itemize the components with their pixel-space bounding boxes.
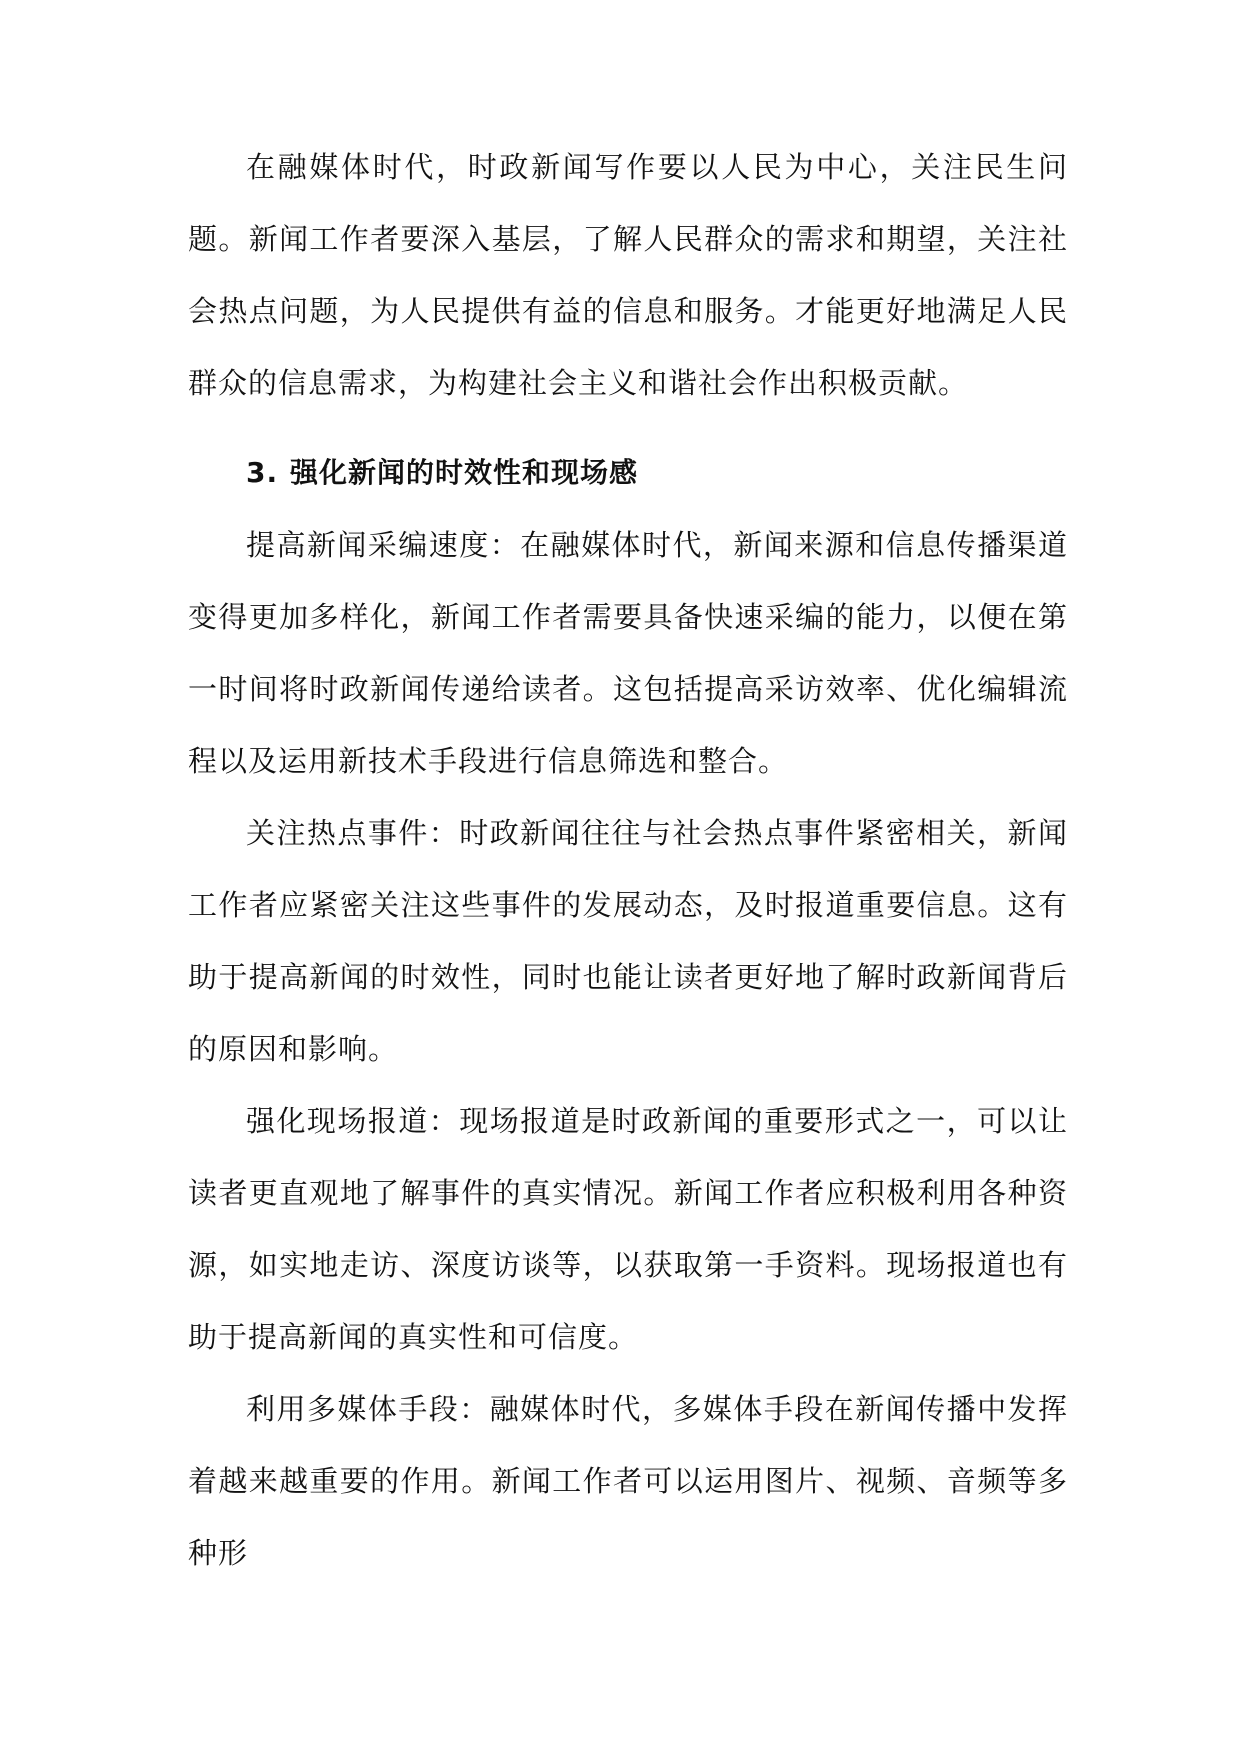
section-number: 3. bbox=[246, 456, 279, 489]
paragraph: 提高新闻采编速度：在融媒体时代，新闻来源和信息传播渠道变得更加多样化，新闻工作者需要具备快速采编的能力，以便在第一时间将时政新闻传递给读者。这包括提高采访效率、优化编辑流程以及运用新技术手段进行信息筛选和整合。 bbox=[188, 528, 1068, 778]
paragraph: 利用多媒体手段：融媒体时代，多媒体手段在新闻传播中发挥着越来越重要的作用。新闻工作者可以运用图片、视频、音频等多种形 bbox=[188, 1392, 1068, 1570]
document-body bbox=[188, 131, 1068, 1589]
section-heading bbox=[188, 437, 1068, 509]
paragraph: 在融媒体时代，时政新闻写作要以人民为中心，关注民生问题。新闻工作者要深入基层，了解人民群众的需求和期望，关注社会热点问题，为人民提供有益的信息和服务。才能更好地满足人民群众的信息需求，为构建社会主义和谐社会作出积极贡献。 bbox=[188, 150, 1068, 400]
section-title: 强化新闻的时效性和现场感 bbox=[290, 456, 639, 489]
paragraph: 关注热点事件：时政新闻往往与社会热点事件紧密相关，新闻工作者应紧密关注这些事件的发展动态，及时报道重要信息。这有助于提高新闻的时效性，同时也能让读者更好地了解时政新闻背后的原因和影响。 bbox=[188, 816, 1068, 1066]
paragraph: 强化现场报道：现场报道是时政新闻的重要形式之一，可以让读者更直观地了解事件的真实情况。新闻工作者应积极利用各种资源，如实地走访、深度访谈等，以获取第一手资料。现场报道也有助于提高新闻的真实性和可信度。 bbox=[188, 1104, 1068, 1354]
